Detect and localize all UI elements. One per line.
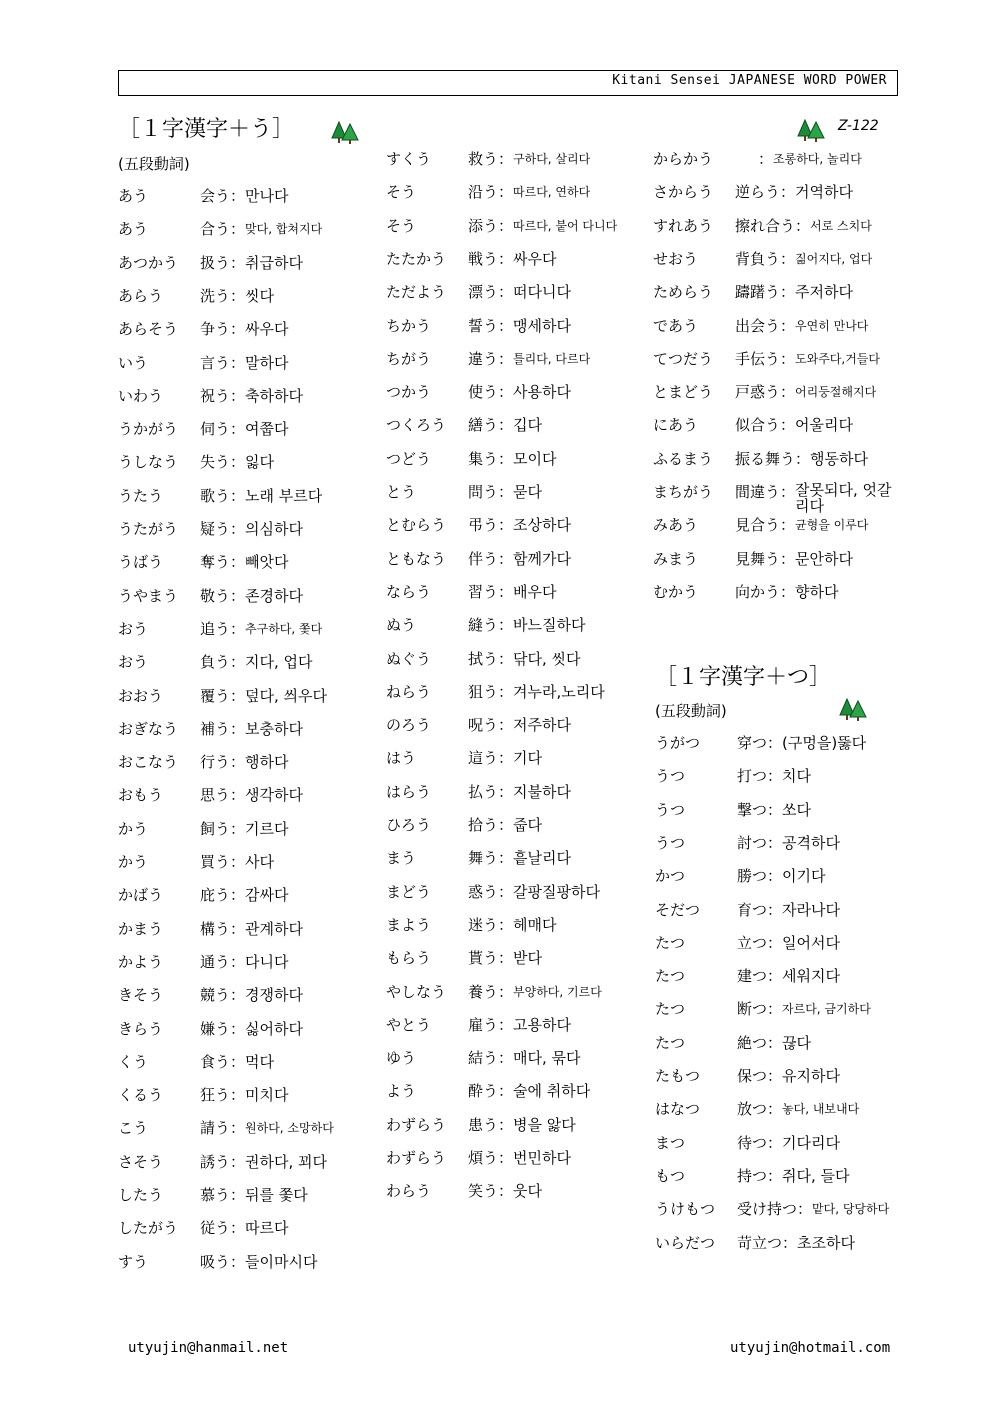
entry-kanji: 結う： [468,1049,514,1068]
entry-meaning: 유지하다 [782,1067,840,1085]
entry-meaning: 씻다 [245,286,274,305]
entry-meaning: 지불하다 [513,782,571,801]
entry-reading: すれあう [653,216,714,235]
entry-reading: きらう [118,1019,164,1038]
entry-kanji: 養う： [468,982,514,1001]
entry-reading: いわう [118,386,164,405]
entry-meaning: 배우다 [513,582,557,601]
entry-meaning: 들이마시다 [245,1252,318,1271]
entry-kanji: 背負う： [735,249,796,268]
entry-meaning: 취급하다 [245,253,303,272]
entry-kanji: 競う： [200,986,246,1005]
entry-kanji: 拾う： [468,816,514,834]
entry-kanji: 苛立つ： [737,1233,798,1252]
entry-reading: うやまう [118,586,179,605]
entry-meaning: 묻다 [513,483,542,501]
entry-reading: たつ [655,1033,686,1052]
entry-kanji: 立つ： [737,933,783,952]
entry-meaning: 잃다 [245,453,274,472]
entry-meaning: 고용하다 [513,1015,571,1034]
entry-reading: つくろう [386,416,447,435]
entry-meaning: 존경하다 [245,586,303,605]
entry-meaning: 다니다 [245,952,289,971]
entry-kanji: 添う： [468,216,514,235]
entry-reading: とう [386,483,417,501]
entry-reading: おぎなう [118,719,179,738]
entry-reading: はらう [386,782,432,801]
entry-meaning: 기르다 [245,819,289,838]
entry-reading: ただよう [386,283,447,302]
entry-meaning: 주저하다 [795,283,853,302]
entry-kanji: 慕う： [200,1186,246,1204]
entry-kanji: 沿う： [468,183,514,202]
entry-meaning: 공격하다 [782,833,840,852]
entry-meaning: 세워지다 [782,967,840,986]
entry-reading: からかう [653,150,714,168]
entry-kanji: 迷う： [468,915,514,934]
entry-kanji: 出会う： [735,316,796,335]
entry-reading: こう [118,1119,149,1138]
entry-meaning: 놓다, 내보내다 [782,1102,860,1117]
entry-reading: おこなう [118,753,179,772]
entry-meaning: 술에 취하다 [513,1082,591,1101]
entry-reading: ふるまう [653,449,714,468]
entry-kanji: 受け持つ： [737,1200,813,1219]
entry-reading: うかがう [118,420,179,439]
entry-meaning: 깁다 [513,416,542,435]
entry-kanji: 奪う： [200,553,246,572]
entry-meaning: 웃다 [513,1182,542,1201]
entry-meaning: 줍다 [513,816,542,834]
entry-meaning: 자르다, 금기하다 [782,1002,871,1017]
entry-kanji: 嫌う： [200,1019,246,1038]
entry-meaning: 구하다, 살리다 [513,152,591,166]
entry-kanji: 絶つ： [737,1033,783,1052]
entry-kanji: 待つ： [737,1133,783,1152]
entry-reading: のろう [386,716,432,735]
entry-meaning: 자라나다 [782,900,840,919]
entry-reading: せおう [653,249,699,268]
entry-reading: ぬぐう [386,649,432,668]
entry-meaning: 감싸다 [245,886,289,905]
entry-reading: にあう [653,416,699,435]
entry-kanji: 討つ： [737,833,783,852]
entry-kanji: 手伝う： [735,349,796,368]
entry-meaning: 잘못되다, 엇갈리다 [795,481,892,515]
entry-reading: そだつ [655,900,701,919]
entry-reading: たつ [655,933,686,952]
entry-kanji: 補う： [200,719,246,738]
entry-reading: かう [118,819,149,838]
entry-reading: そう [386,216,417,235]
entry-reading: よう [386,1082,417,1101]
entry-meaning: 서로 스치다 [810,218,872,233]
entry-reading: まう [386,849,417,868]
entry-kanji: 歌う： [200,486,246,505]
entry-kanji: 食う： [200,1052,246,1071]
entry-kanji: 惑う： [468,882,514,901]
entry-kanji: 持つ： [737,1166,783,1185]
entry-kanji: 保つ： [737,1067,783,1085]
entry-reading: あらう [118,286,164,305]
entry-meaning: 보충하다 [245,719,303,738]
entry-meaning: 행동하다 [810,449,868,468]
entry-kanji: 誓う： [468,316,514,335]
entry-kanji: 見合う： [735,516,796,535]
entry-kanji: 吸う： [200,1252,246,1271]
entry-kanji: 繕う： [468,416,514,435]
entry-reading: みまう [653,549,699,568]
entry-kanji: 会う： [200,187,246,205]
entry-kanji: 舞う： [468,849,514,868]
entry-reading: あう [118,220,149,239]
entry-reading: おう [118,653,149,672]
entry-meaning: 겨누라,노리다 [513,682,605,701]
entry-reading: くう [118,1052,149,1071]
entry-kanji: 疑う： [200,520,246,538]
entry-meaning: 따르다, 연하다 [513,185,591,200]
entry-reading: まちがう [653,483,714,501]
entry-reading: ためらう [653,283,714,302]
entry-meaning: 행하다 [245,753,289,772]
entry-reading: ねらう [386,682,432,701]
entry-kanji: 似合う： [735,416,796,435]
entry-meaning: 저주하다 [513,716,571,735]
entry-kanji: 集う： [468,449,514,468]
entry-kanji: 庇う： [200,886,246,905]
entry-kanji: 断つ： [737,1000,783,1019]
entry-kanji: 拭う： [468,649,514,668]
entry-reading: いう [118,353,149,372]
tree-icon [330,120,360,144]
entry-reading: したう [118,1186,164,1204]
entry-meaning: 경쟁하다 [245,986,303,1005]
entry-kanji: 患う： [468,1115,514,1134]
entry-meaning: 헤매다 [513,915,557,934]
section1-subtitle: (五段動詞) [118,155,190,173]
entry-meaning: 미치다 [245,1086,289,1105]
entry-meaning: 우연히 만나다 [795,318,869,333]
entry-reading: さからう [653,183,714,202]
entry-kanji: 打つ： [737,767,783,786]
entry-reading: ちかう [386,316,432,335]
entry-reading: きそう [118,986,164,1005]
entry-reading: たもつ [655,1067,701,1085]
entry-reading: おおう [118,686,164,705]
entry-meaning: 기다 [513,749,542,768]
entry-reading: まよう [386,915,432,934]
entry-meaning: 추구하다, 쫓다 [245,621,323,636]
entry-reading: ぬう [386,616,417,635]
entry-meaning: 맡다, 당당하다 [812,1202,890,1217]
entry-kanji: 誘う： [200,1152,246,1171]
entry-reading: であう [653,316,699,335]
entry-kanji: 救う： [468,150,514,168]
entry-meaning: 모이다 [513,449,557,468]
entry-reading: うつ [655,833,686,852]
entry-kanji: 戦う： [468,249,514,268]
entry-kanji: 習う： [468,582,514,601]
entry-kanji: 雇う： [468,1015,514,1034]
entry-reading: つどう [386,449,432,468]
entry-meaning: 이기다 [782,867,826,886]
entry-kanji: 育つ： [737,900,783,919]
entry-reading: うつ [655,767,686,786]
entry-kanji: 行う： [200,753,246,772]
header-title: Kitani Sensei JAPANESE WORD POWER [118,70,898,96]
entry-kanji: 祝う： [200,386,246,405]
entry-kanji: 合う： [200,220,246,239]
entry-reading: ともなう [386,549,447,568]
entry-reading: もつ [655,1166,686,1185]
entry-kanji: 従う： [200,1219,246,1238]
entry-meaning: 쏘다 [782,800,811,819]
entry-reading: かばう [118,886,164,905]
entry-kanji: 覆う： [200,686,246,705]
entry-meaning: 축하하다 [245,386,303,405]
entry-meaning: 만나다 [245,187,289,205]
entry-meaning: 어울리다 [795,416,853,435]
page-number: Z-122 [838,118,879,134]
entry-reading: そう [386,183,417,202]
entry-reading: みあう [653,516,699,535]
entry-reading: うけもつ [655,1200,716,1219]
entry-kanji: 縫う： [468,616,514,635]
section2-title: ［１字漢字＋つ］ [655,665,832,690]
entry-meaning: 싫어하다 [245,1019,303,1038]
entry-meaning: 문안하다 [795,549,853,568]
entry-meaning: 관계하다 [245,919,303,938]
entry-kanji: 戸惑う： [735,383,796,402]
entry-meaning: 기다리다 [782,1133,840,1152]
entry-meaning: 의심하다 [245,520,303,538]
entry-kanji: 使う： [468,383,514,402]
entry-kanji: 言う： [200,353,246,372]
entry-kanji: 違う： [468,349,514,368]
entry-reading: わらう [386,1182,432,1201]
entry-reading: いらだつ [655,1233,716,1252]
entry-kanji: 逆らう： [735,183,796,202]
entry-meaning: 싸우다 [513,249,557,268]
entry-kanji: 失う： [200,453,246,472]
tree-icon [796,118,826,142]
entry-meaning: 쥐다, 들다 [782,1166,850,1185]
footer-right-email: utyujin@hotmail.com [730,1340,891,1356]
entry-kanji: 争う： [200,320,246,339]
entry-kanji: 這う： [468,749,514,768]
entry-meaning: 거역하다 [795,183,853,202]
entry-reading: さそう [118,1152,164,1171]
entry-kanji: 間違う： [735,483,796,501]
section1-title: ［１字漢字＋う］ [118,117,295,142]
entry-meaning: 맞다, 합쳐지다 [245,222,323,237]
entry-meaning: 도와주다,거들다 [795,351,880,366]
entry-meaning: 받다 [513,949,542,968]
entry-meaning: 권하다, 꾀다 [245,1152,328,1171]
entry-meaning: 노래 부르다 [245,486,323,505]
entry-meaning: 갈팡질팡하다 [513,882,600,901]
entry-reading: すくう [386,150,432,168]
entry-reading: むかう [653,582,699,601]
entry-meaning: 균형을 이루다 [795,518,869,533]
entry-kanji: 擦れ合う： [735,216,811,235]
entry-kanji: 構う： [200,919,246,938]
entry-meaning: 바느질하다 [513,616,586,635]
entry-meaning: 병을 앓다 [513,1115,576,1134]
entry-meaning: 뒤를 쫓다 [245,1186,308,1204]
entry-meaning: 치다 [782,767,811,786]
entry-reading: うつ [655,800,686,819]
entry-reading: はう [386,749,417,768]
entry-reading: もらう [386,949,432,968]
entry-kanji: 向かう： [735,582,796,601]
entry-reading: やしなう [386,982,447,1001]
entry-reading: ゆう [386,1049,417,1068]
entry-kanji: 扱う： [200,253,246,272]
entry-reading: とむらう [386,516,447,535]
entry-kanji: ： [758,150,774,168]
entry-kanji: 伴う： [468,549,514,568]
entry-reading: やとう [386,1015,432,1034]
entry-kanji: 狂う： [200,1086,246,1105]
entry-kanji: 勝つ： [737,867,783,886]
entry-kanji: 狙う： [468,682,514,701]
entry-kanji: 買う： [200,853,246,871]
entry-kanji: 問う： [468,483,514,501]
entry-kanji: 躊躇う： [735,283,796,302]
entry-reading: すう [118,1252,149,1271]
entry-reading: あう [118,187,149,205]
entry-meaning: 매다, 묶다 [513,1049,581,1068]
entry-meaning: 번민하다 [513,1149,571,1167]
entry-reading: うばう [118,553,164,572]
entry-kanji: 撃つ： [737,800,783,819]
entry-kanji: 払う： [468,782,514,801]
entry-reading: たつ [655,967,686,986]
entry-kanji: 飼う： [200,819,246,838]
entry-reading: うたう [118,486,164,505]
entry-reading: うがつ [655,734,701,752]
entry-kanji: 伺う： [200,420,246,439]
entry-kanji: 請う： [200,1119,246,1138]
entry-meaning: 조롱하다, 놀리다 [773,152,862,166]
entry-kanji: 見舞う： [735,549,796,568]
entry-meaning: 사다 [245,853,274,871]
entry-meaning: 떠다니다 [513,283,571,302]
entry-reading: したがう [118,1219,179,1238]
entry-meaning: 말하다 [245,353,289,372]
entry-meaning: 틀리다, 다르다 [513,351,591,366]
entry-kanji: 放つ： [737,1100,783,1119]
entry-kanji: 笑う： [468,1182,514,1201]
entry-meaning: 사용하다 [513,383,571,402]
entry-reading: あつかう [118,253,179,272]
entry-kanji: 酔う： [468,1082,514,1101]
entry-reading: はなつ [655,1100,701,1119]
entry-kanji: 洗う： [200,286,246,305]
entry-reading: たつ [655,1000,686,1019]
entry-kanji: 負う： [200,653,246,672]
entry-kanji: 思う： [200,786,246,805]
entry-meaning: 싸우다 [245,320,289,339]
entry-kanji: 漂う： [468,283,514,302]
entry-meaning: 따르다, 붙어 다니다 [513,218,618,233]
entry-meaning: 어리둥절해지다 [795,385,877,400]
entry-meaning: 맹세하다 [513,316,571,335]
entry-meaning: 덮다, 씌우다 [245,686,328,705]
entry-reading: おもう [118,786,164,805]
entry-kanji: 呪う： [468,716,514,735]
entry-meaning: 향하다 [795,582,839,601]
entry-reading: かまう [118,919,164,938]
entry-kanji: 弔う： [468,516,514,535]
entry-reading: わずらう [386,1149,447,1167]
entry-meaning: 부양하다, 기르다 [513,984,602,999]
tree-icon [838,697,868,721]
entry-reading: うしなう [118,453,179,472]
entry-reading: あらそう [118,320,179,339]
entry-meaning: 빼앗다 [245,553,289,572]
entry-reading: くるう [118,1086,164,1105]
entry-reading: とまどう [653,383,714,402]
entry-reading: てつだう [653,349,714,368]
entry-reading: まつ [655,1133,686,1152]
entry-meaning: 생각하다 [245,786,303,805]
entry-kanji: 煩う： [468,1149,514,1167]
entry-meaning: 조상하다 [513,516,571,535]
entry-meaning: 지다, 업다 [245,653,313,672]
entry-kanji: 建つ： [737,967,783,986]
entry-meaning: 끊다 [782,1033,811,1052]
entry-reading: つかう [386,383,432,402]
entry-kanji: 通う： [200,952,246,971]
entry-kanji: 追う： [200,619,246,638]
footer-left-email: utyujin@hanmail.net [128,1340,289,1356]
entry-meaning: 흩날리다 [513,849,571,868]
entry-meaning: 함께가다 [513,549,571,568]
entry-meaning: 먹다 [245,1052,274,1071]
entry-reading: ひろう [386,816,432,834]
entry-meaning: 여쭙다 [245,420,289,439]
entry-kanji: 貰う： [468,949,514,968]
entry-kanji: 穿つ： [737,734,783,752]
entry-meaning: (구멍을)뚫다 [782,734,867,752]
entry-reading: まどう [386,882,432,901]
entry-reading: かよう [118,952,164,971]
entry-reading: わずらう [386,1115,447,1134]
section2-subtitle: (五段動詞) [655,702,727,720]
entry-meaning: 따르다 [245,1219,289,1238]
entry-meaning: 일어서다 [782,933,840,952]
entry-reading: かつ [655,867,686,886]
entry-meaning: 초조하다 [797,1233,855,1252]
entry-reading: かう [118,853,149,871]
entry-reading: ならう [386,582,432,601]
entry-reading: ちがう [386,349,432,368]
entry-meaning: 짊어지다, 업다 [795,251,873,266]
entry-meaning: 닦다, 씻다 [513,649,581,668]
entry-kanji: 振る舞う： [735,449,811,468]
entry-reading: おう [118,619,149,638]
entry-reading: うたがう [118,520,179,538]
entry-reading: たたかう [386,249,447,268]
entry-meaning: 원하다, 소망하다 [245,1121,334,1136]
entry-kanji: 敬う： [200,586,246,605]
